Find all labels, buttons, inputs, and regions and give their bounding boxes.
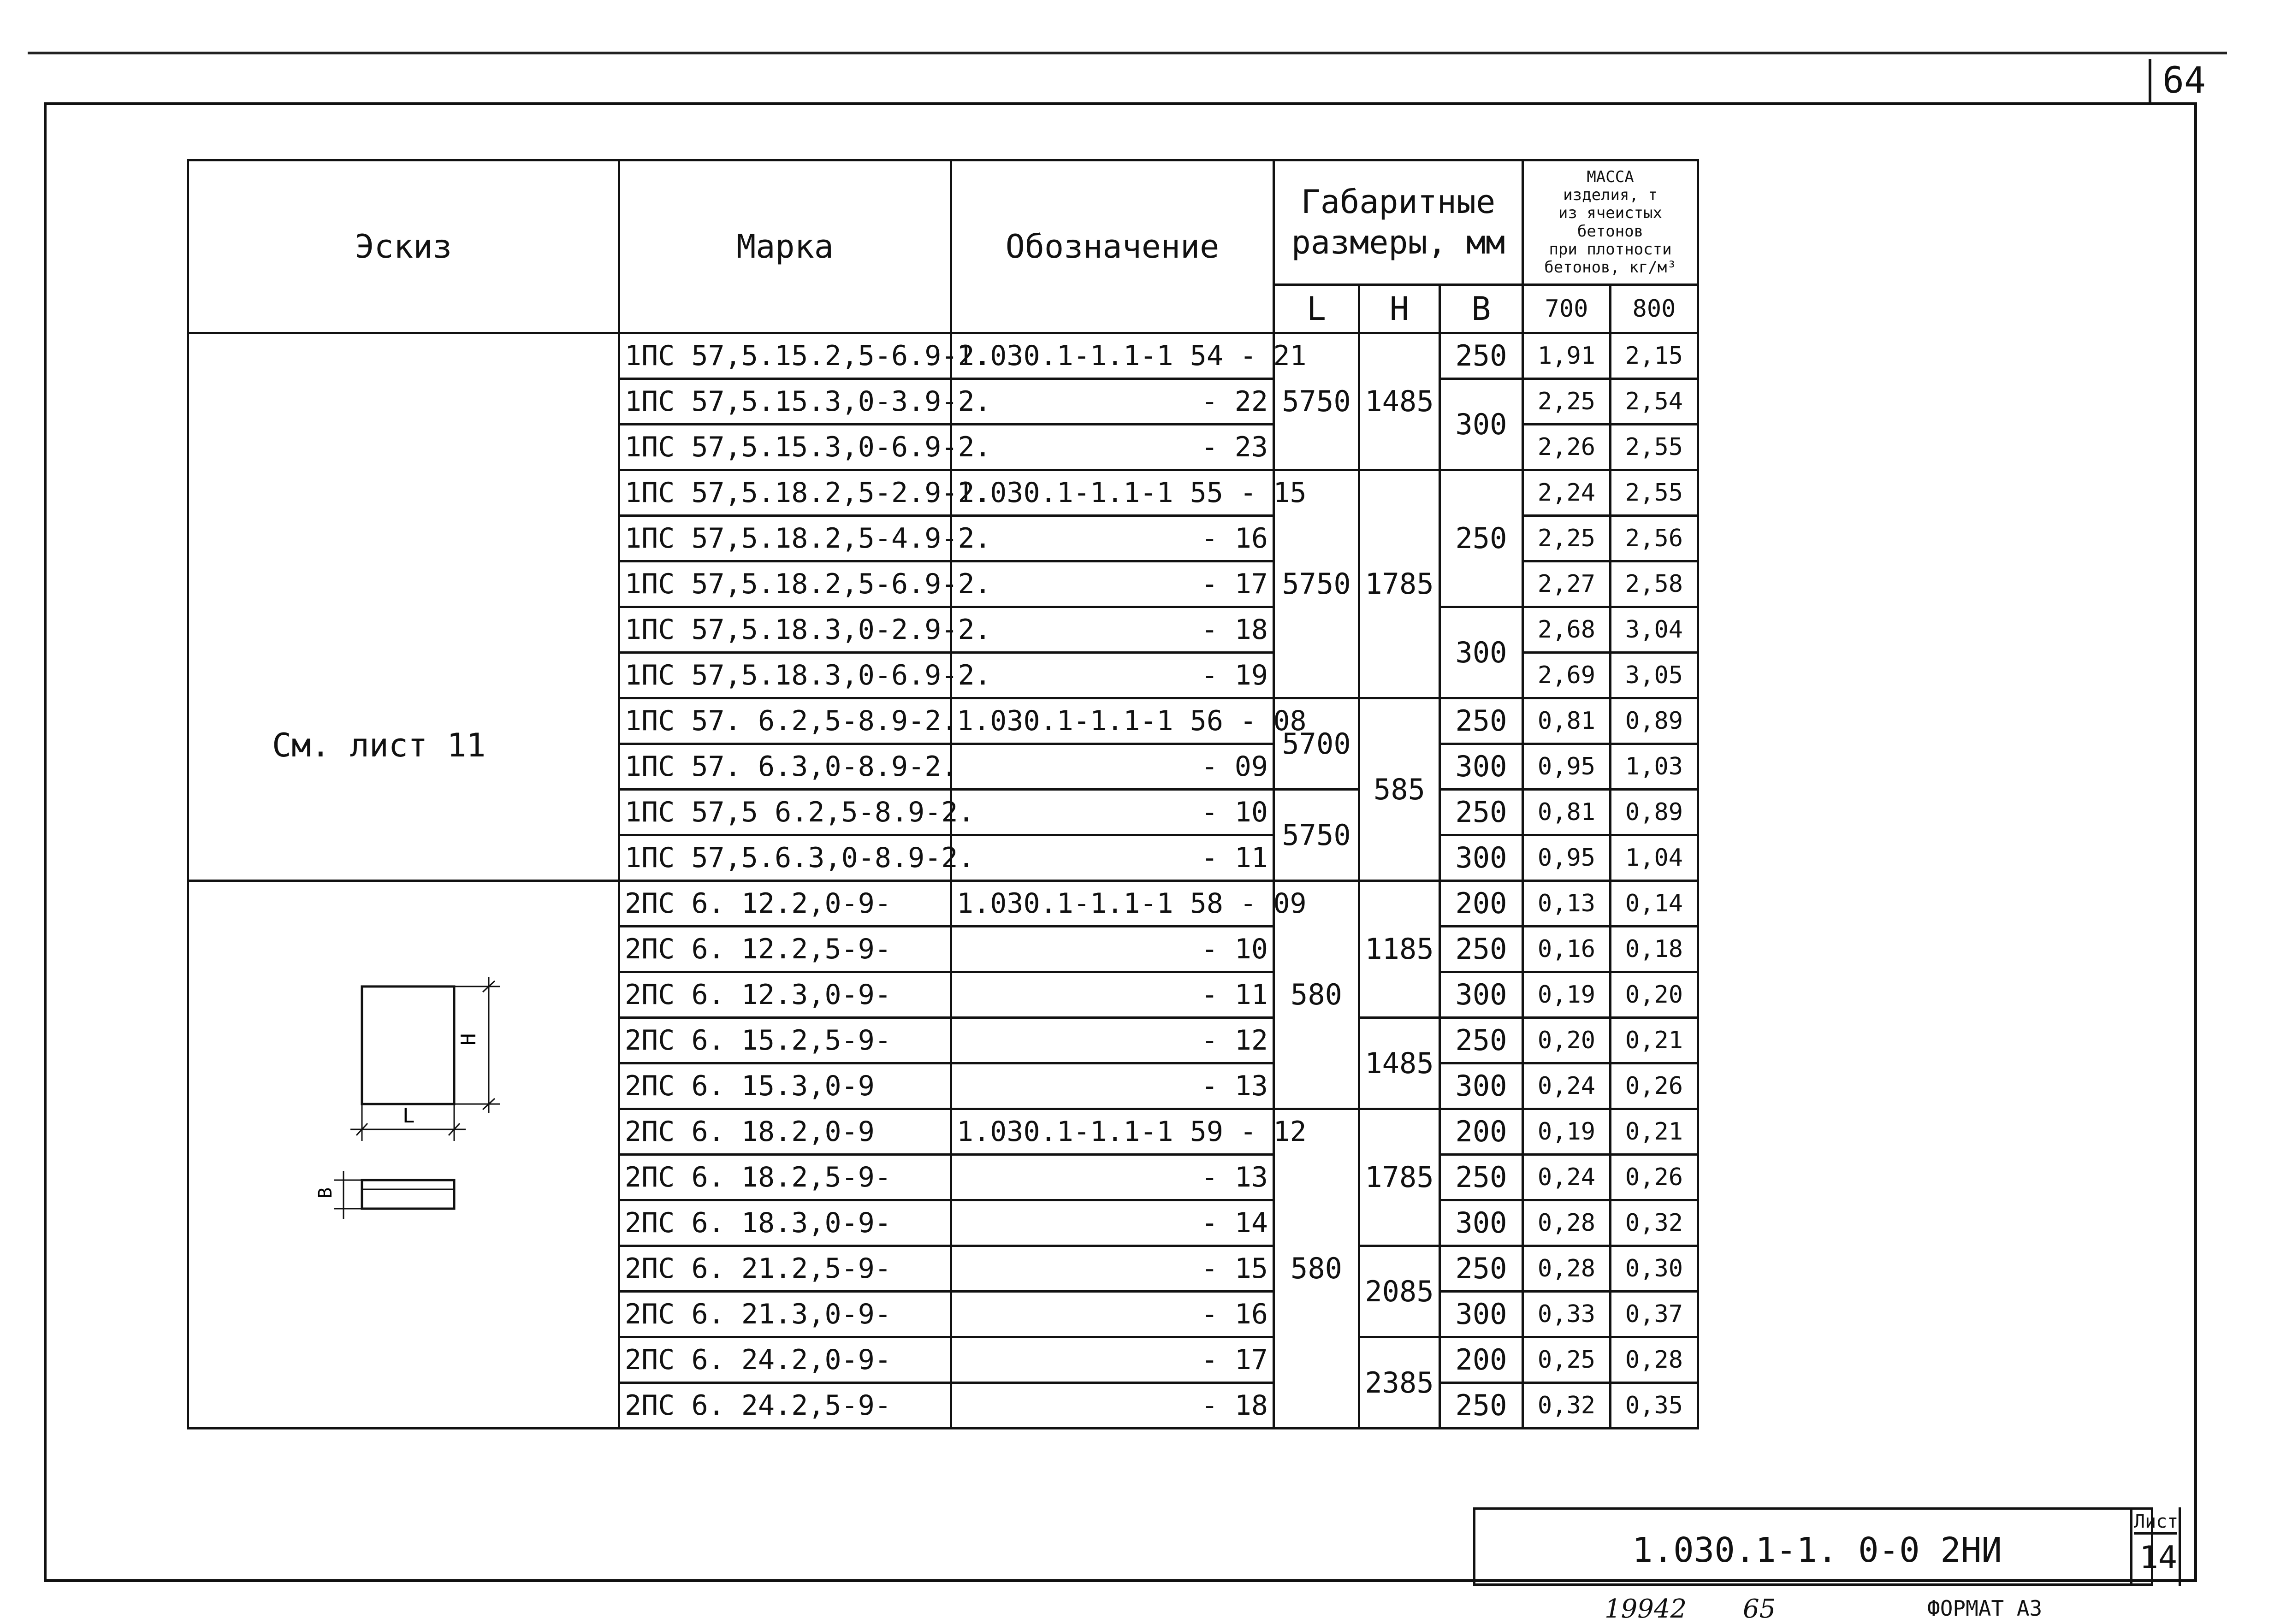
mass-800-cell: 0,26 xyxy=(1611,1063,1698,1109)
table-row xyxy=(188,881,1698,927)
sheet-number: 14 xyxy=(2139,1540,2177,1576)
designation-cell: - 13 xyxy=(951,1063,1274,1109)
dim-l-cell: 5750 xyxy=(1274,333,1359,470)
panel-section-outline xyxy=(362,1180,454,1209)
mass-line-6: бетонов, кг/м³ xyxy=(1544,258,1676,277)
designation-cell: - 14 xyxy=(951,1200,1274,1246)
mark-cell: 1ПС 57,5.6.3,0-8.9-2. xyxy=(619,835,951,881)
designation-cell: - 16 xyxy=(951,1292,1274,1337)
dim-b-cell: 300 xyxy=(1440,379,1523,470)
designation-cell: - 16 xyxy=(951,516,1274,561)
dim-h-cell: 1785 xyxy=(1359,470,1440,698)
dim-b-cell: 300 xyxy=(1440,744,1523,790)
dim-h-cell: 2085 xyxy=(1359,1246,1440,1337)
mass-800-cell: 2,54 xyxy=(1611,379,1698,425)
copy-number: 65 xyxy=(1743,1594,1776,1624)
mark-cell: 1ПС 57,5.15.3,0-3.9-2. xyxy=(619,379,951,425)
dim-h-cell: 1485 xyxy=(1359,1018,1440,1109)
header-h: H xyxy=(1359,285,1440,333)
mass-800-cell: 0,89 xyxy=(1611,698,1698,744)
mark-cell: 1ПС 57,5 6.2,5-8.9-2. xyxy=(619,790,951,835)
h-label: H xyxy=(457,1033,480,1045)
mass-800-cell: 0,30 xyxy=(1611,1246,1698,1292)
dim-h-cell: 1185 xyxy=(1359,881,1440,1018)
mass-800-cell: 2,58 xyxy=(1611,561,1698,607)
designation-cell: - 10 xyxy=(951,790,1274,835)
header-mark: Марка xyxy=(619,160,951,333)
mass-line-4: бетонов xyxy=(1577,222,1644,241)
mark-cell: 2ПС 6. 12.2,0-9- xyxy=(619,881,951,927)
panel-front-outline xyxy=(362,986,454,1104)
mass-800-cell: 1,03 xyxy=(1611,744,1698,790)
dim-b-cell: 300 xyxy=(1440,1200,1523,1246)
designation-cell: - 22 xyxy=(951,379,1274,425)
dim-h-cell: 1485 xyxy=(1359,333,1440,470)
designation-cell: - 17 xyxy=(951,561,1274,607)
dim-b-cell: 300 xyxy=(1440,1292,1523,1337)
dim-l-cell: 580 xyxy=(1274,1109,1359,1429)
mass-800-cell: 0,37 xyxy=(1611,1292,1698,1337)
panel-sketch xyxy=(196,968,611,1337)
designation-cell: - 18 xyxy=(951,1383,1274,1429)
products-table xyxy=(187,159,1699,1429)
mark-cell: 1ПС 57,5.18.2,5-6.9-2. xyxy=(619,561,951,607)
mass-800-cell: 3,05 xyxy=(1611,653,1698,698)
dim-b-cell: 300 xyxy=(1440,972,1523,1018)
mass-700-cell: 0,24 xyxy=(1523,1155,1611,1200)
paper-format: ФОРМАТ А3 xyxy=(1927,1596,2043,1621)
mass-800-cell: 2,15 xyxy=(1611,333,1698,379)
header-dimensions: Габаритные размеры, мм xyxy=(1274,160,1523,285)
designation-cell: - 19 xyxy=(951,653,1274,698)
designation-cell: 1.030.1-1.1-1 54 - 21 xyxy=(951,333,1274,379)
mass-700-cell: 0,25 xyxy=(1523,1337,1611,1383)
dim-b-cell: 250 xyxy=(1440,470,1523,607)
mark-cell: 2ПС 6. 18.2,0-9 xyxy=(619,1109,951,1155)
mass-800-cell: 0,32 xyxy=(1611,1200,1698,1246)
mark-cell: 1ПС 57,5.18.3,0-6.9-2. xyxy=(619,653,951,698)
dim-b-cell: 300 xyxy=(1440,835,1523,881)
mark-cell: 2ПС 6. 15.2,5-9- xyxy=(619,1018,951,1063)
header-b: B xyxy=(1440,285,1523,333)
designation-cell: - 11 xyxy=(951,972,1274,1018)
top-rule xyxy=(28,52,2227,54)
mass-800-cell: 0,26 xyxy=(1611,1155,1698,1200)
inventory-number: 19942 xyxy=(1605,1594,1687,1624)
dim-b-cell: 250 xyxy=(1440,1018,1523,1063)
mark-cell: 1ПС 57. 6.2,5-8.9-2. xyxy=(619,698,951,744)
designation-cell: - 11 xyxy=(951,835,1274,881)
mass-700-cell: 0,24 xyxy=(1523,1063,1611,1109)
mass-800-cell: 2,55 xyxy=(1611,425,1698,470)
mark-cell: 2ПС 6. 21.3,0-9- xyxy=(619,1292,951,1337)
designation-cell: - 09 xyxy=(951,744,1274,790)
designation-cell: - 18 xyxy=(951,607,1274,653)
mass-700-cell: 2,25 xyxy=(1523,516,1611,561)
mass-700-cell: 2,24 xyxy=(1523,470,1611,516)
designation-cell: - 23 xyxy=(951,425,1274,470)
dim-b-cell: 250 xyxy=(1440,1383,1523,1429)
designation-cell: 1.030.1-1.1-1 56 - 08 xyxy=(951,698,1274,744)
mass-line-3: из ячеистых xyxy=(1558,204,1663,223)
mass-800-cell: 0,21 xyxy=(1611,1109,1698,1155)
mass-700-cell: 2,26 xyxy=(1523,425,1611,470)
dim-b-cell: 250 xyxy=(1440,927,1523,972)
dim-l-cell: 5700 xyxy=(1274,698,1359,790)
dim-b-cell: 200 xyxy=(1440,881,1523,927)
mass-700-cell: 0,81 xyxy=(1523,698,1611,744)
header-designation: Обозначение xyxy=(951,160,1274,333)
mass-700-cell: 0,81 xyxy=(1523,790,1611,835)
dim-b-cell: 300 xyxy=(1440,607,1523,698)
mark-cell: 1ПС 57,5.18.3,0-2.9-2. xyxy=(619,607,951,653)
dim-b-cell: 250 xyxy=(1440,698,1523,744)
header-sketch: Эскиз xyxy=(188,160,619,333)
mark-cell: 2ПС 6. 18.2,5-9- xyxy=(619,1155,951,1200)
dim-l-cell: 580 xyxy=(1274,881,1359,1109)
dim-l-cell: 5750 xyxy=(1274,790,1359,881)
sheet-label: Лист xyxy=(2134,1511,2177,1535)
dim-b-cell: 200 xyxy=(1440,1337,1523,1383)
dim-b-cell: 250 xyxy=(1440,790,1523,835)
mark-cell: 2ПС 6. 21.2,5-9- xyxy=(619,1246,951,1292)
mass-700-cell: 0,32 xyxy=(1523,1383,1611,1429)
mass-700-cell: 2,69 xyxy=(1523,653,1611,698)
mass-700-cell: 0,19 xyxy=(1523,972,1611,1018)
designation-cell: - 12 xyxy=(951,1018,1274,1063)
mass-800-cell: 2,55 xyxy=(1611,470,1698,516)
table-row xyxy=(188,333,1698,379)
dim-l-cell: 5750 xyxy=(1274,470,1359,698)
mass-700-cell: 0,95 xyxy=(1523,744,1611,790)
designation-cell: - 17 xyxy=(951,1337,1274,1383)
mass-line-1: МАССА xyxy=(1587,168,1634,187)
designation-cell: - 10 xyxy=(951,927,1274,972)
mass-700-cell: 2,68 xyxy=(1523,607,1611,653)
mark-cell: 2ПС 6. 12.3,0-9- xyxy=(619,972,951,1018)
mass-800-cell: 1,04 xyxy=(1611,835,1698,881)
mass-800-cell: 0,14 xyxy=(1611,881,1698,927)
mass-line-2: изделия, т xyxy=(1563,186,1658,205)
l-label: L xyxy=(403,1104,415,1128)
mass-line-5: при плотности xyxy=(1549,240,1672,259)
mass-700-cell: 0,95 xyxy=(1523,835,1611,881)
mass-700-cell: 0,13 xyxy=(1523,881,1611,927)
mark-cell: 1ПС 57,5.18.2,5-2.9-2. xyxy=(619,470,951,516)
dim-b-cell: 250 xyxy=(1440,1155,1523,1200)
dim-h-cell: 1785 xyxy=(1359,1109,1440,1246)
designation-cell: - 15 xyxy=(951,1246,1274,1292)
header-density-700: 700 xyxy=(1523,285,1611,333)
sketch-cell-drawing xyxy=(188,881,619,1429)
mass-800-cell: 0,89 xyxy=(1611,790,1698,835)
mass-700-cell: 0,19 xyxy=(1523,1109,1611,1155)
sketch-reference: См. лист 11 xyxy=(272,726,486,764)
mass-800-cell: 0,28 xyxy=(1611,1337,1698,1383)
mark-cell: 2ПС 6. 12.2,5-9- xyxy=(619,927,951,972)
mass-700-cell: 0,20 xyxy=(1523,1018,1611,1063)
mass-800-cell: 0,21 xyxy=(1611,1018,1698,1063)
designation-cell: - 13 xyxy=(951,1155,1274,1200)
mass-800-cell: 2,56 xyxy=(1611,516,1698,561)
mark-cell: 2ПС 6. 18.3,0-9- xyxy=(619,1200,951,1246)
dim-b-cell: 200 xyxy=(1440,1109,1523,1155)
sketch-cell-ref xyxy=(188,333,619,881)
mass-800-cell: 0,20 xyxy=(1611,972,1698,1018)
mass-700-cell: 1,91 xyxy=(1523,333,1611,379)
dim-b-cell: 300 xyxy=(1440,1063,1523,1109)
mass-800-cell: 0,18 xyxy=(1611,927,1698,972)
mass-800-cell: 3,04 xyxy=(1611,607,1698,653)
header-density-800: 800 xyxy=(1611,285,1698,333)
designation-cell: 1.030.1-1.1-1 55 - 15 xyxy=(951,470,1274,516)
b-label: B xyxy=(315,1187,336,1199)
mark-cell: 1ПС 57,5.15.3,0-6.9-2. xyxy=(619,425,951,470)
mass-700-cell: 2,25 xyxy=(1523,379,1611,425)
header-mass xyxy=(1523,160,1698,285)
page-number: 64 xyxy=(2162,60,2206,101)
mark-cell: 2ПС 6. 24.2,0-9- xyxy=(619,1337,951,1383)
mass-700-cell: 0,33 xyxy=(1523,1292,1611,1337)
document-code: 1.030.1-1. 0-0 2НИ xyxy=(1632,1530,2002,1570)
designation-cell: 1.030.1-1.1-1 58 - 09 xyxy=(951,881,1274,927)
mark-cell: 2ПС 6. 24.2,5-9- xyxy=(619,1383,951,1429)
mass-800-cell: 0,35 xyxy=(1611,1383,1698,1429)
mass-700-cell: 0,28 xyxy=(1523,1200,1611,1246)
header-l: L xyxy=(1274,285,1359,333)
dim-h-cell: 2385 xyxy=(1359,1337,1440,1429)
mass-700-cell: 2,27 xyxy=(1523,561,1611,607)
mark-cell: 1ПС 57. 6.3,0-8.9-2. xyxy=(619,744,951,790)
dim-b-cell: 250 xyxy=(1440,333,1523,379)
dim-h-cell: 585 xyxy=(1359,698,1440,881)
mass-700-cell: 0,16 xyxy=(1523,927,1611,972)
mark-cell: 1ПС 57,5.15.2,5-6.9-2. xyxy=(619,333,951,379)
mark-cell: 2ПС 6. 15.3,0-9 xyxy=(619,1063,951,1109)
designation-cell: 1.030.1-1.1-1 59 - 12 xyxy=(951,1109,1274,1155)
header-row-1 xyxy=(188,160,1698,285)
mark-cell: 1ПС 57,5.18.2,5-4.9-2. xyxy=(619,516,951,561)
mass-700-cell: 0,28 xyxy=(1523,1246,1611,1292)
dim-b-cell: 250 xyxy=(1440,1246,1523,1292)
